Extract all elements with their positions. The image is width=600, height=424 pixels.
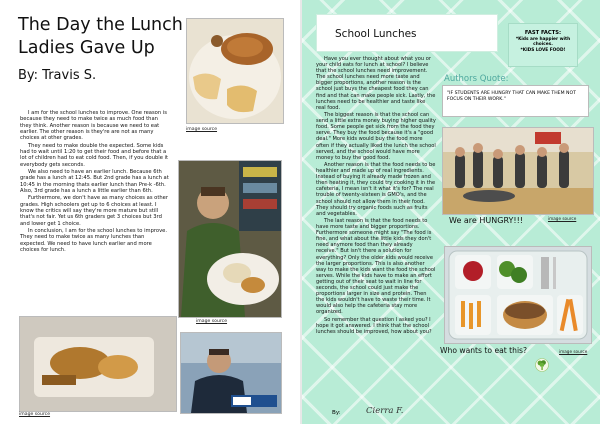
author-byline: By: Travis S. [18,68,97,83]
students-group-photo [442,127,594,215]
image-source-link[interactable]: image source [559,349,588,354]
eat-label: Who wants to eat this? [440,346,528,355]
chef-news-photo [180,332,282,414]
fast-fact: *Kids are happier with choices. [515,37,571,48]
paragraph: They need to make double the expected. Some kids had to wait until 1:20 to get their food and before that a lot of children had to eat cold food. Then, if you double it everybody gets seconds. [20,142,169,168]
section-title-box [316,14,498,52]
quote-text: "IF STUDENTS ARE HUNGRY THAT CAN MAKE THEM NOT FOCUS ON THEIR WORK." [447,91,576,103]
author-signature: Cierra F. [366,406,404,416]
paragraph: The biggest reason is that the school can send a little extra money buying higher quality food. Some people get sick from the food they serve. They buy the food because it's a "good deal." More kids would buy the food more often if they actually liked the lunch the school served, and the school would have more money to buy the good food. [316,112,436,161]
hungry-label: We are HUNGRY!!! [449,216,523,225]
lunch-tray-photo [444,246,592,344]
food-plate-photo [186,18,284,124]
image-source-link[interactable]: image source [548,216,577,221]
paragraph: The last reason is that the food needs to have more taste and bigger proportions. Furthermore someone might say "The food is fine, and what about the little kids they don't need anymore food than they already receive." But isn't there a solution for everything? Only the older kids would receive the larger proportions. This is also another way to make the kids want the food the school serves. While the kids have to make an effort getting out of their seat to wait in line for seconds, the school could just make the proportions larger in size and protein. Then the kids wouldn't have to waste their time. It would also help the cafeteria stay more organized. [316,218,436,316]
paragraph: So remember that question I asked you? I hope it got answered. I think that the school lunches should be improved, how about you? [316,316,432,335]
section-title: School Lunches [335,28,417,40]
image-source-link[interactable]: image source [186,127,218,132]
cafeteria-food-photo [19,316,177,412]
image-source-link[interactable]: image source [196,319,228,324]
quote-box [442,85,589,117]
image-source-link[interactable]: image source [19,412,51,417]
fast-facts-heading: FAST FACTS: [524,30,562,36]
article-title: The Day the Lunch Ladies Gave Up [18,15,183,58]
right-article-body [316,56,436,336]
quote-title: Authors Quote: [444,74,509,84]
paragraph: We also need to have an earlier lunch. Because 6th grade has a lunch at 12:45. But 2nd grade has a lunch at 10:45 in the morning thats earlier lunch than Pre-k -6th. Also, 3rd grade has a lunch a little earlier than 6th. [20,169,169,194]
broccoli-icon [535,357,549,371]
fast-facts-box [508,23,578,67]
student-lunch-photo [178,160,282,318]
paragraph: In conclusion, I am for the school lunches to improve. They need to make twice as many lunches than expected. We need to have lunch earlier and more choices for lunch. [20,228,167,253]
left-article-body [20,110,170,254]
fast-fact: *KIDS LOVE FOOD! [520,48,566,54]
right-byline-label: By: [332,410,341,416]
paragraph: Furthermore, we don't have as many choices as other grades. High schoolers get up to 6 choices at least. I know the critics will say they're more mature but still that's not fair. Yet us 6th graders get 3 choices but 3rd and lower get 1 choice. [20,195,169,227]
paragraph: I am for the school lunches to improve. One reason is because they need to make twice as much food than they think. Another reason is because we need to eat earlier. The other reason is they're are not as many choices at other grades. [20,110,167,142]
paragraph: Another reason is that the food needs to be healthier and made up of real ingredients. Instead of buying it already made frozen and then heating it, they could try cooking it in the cafeteria, I mean isn't it what it's for? The real trouble of twenty-sixteen is GMO's, and the school should not allow them in their food. They should try organic foods such as fruits and vegetables. [316,161,436,217]
paragraph: Have you ever thought about what you or your child eats for lunch at school? I believe that the school lunches need improvement. The school lunches need more taste and bigger proportions, another reason is the school just buys the cheapest food they can find and that can make people sick. Lastly, the lunches need to be healthier and taste like real food. [316,56,436,111]
